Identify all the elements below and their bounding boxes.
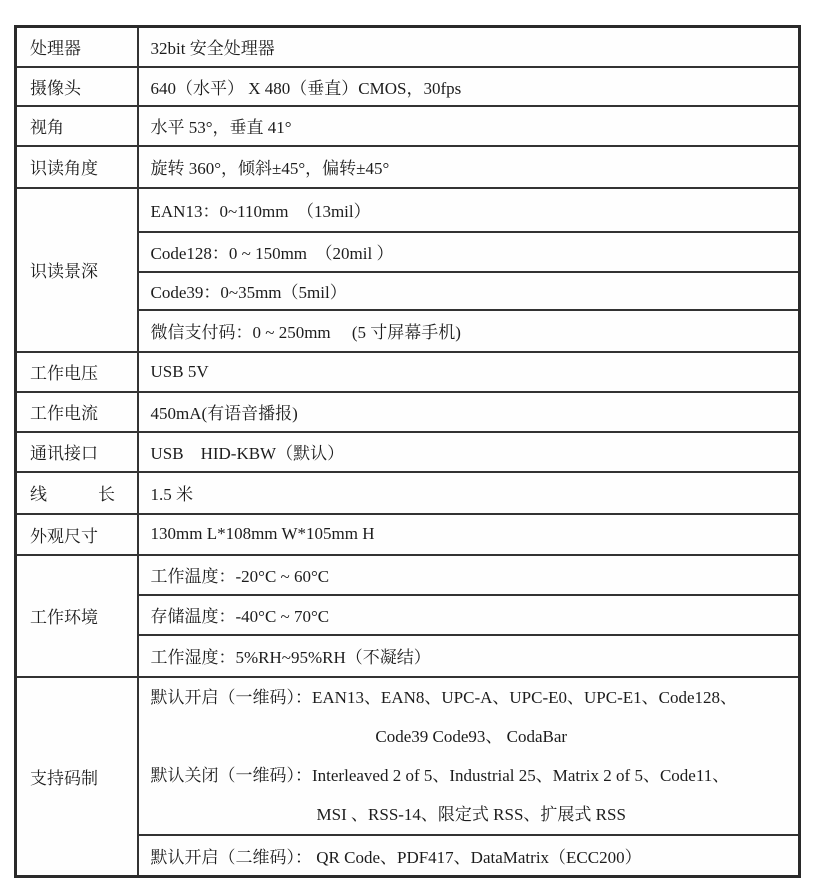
row-value: 水平 53°，垂直 41° <box>138 106 800 146</box>
row-label: 线 长 <box>16 472 138 514</box>
symbology-line: 默认开启（一维码）：EAN13、EAN8、UPC-A、UPC-E0、UPC-E1、Code128、 <box>150 687 737 707</box>
table-row-cable-length <box>16 472 800 514</box>
row-value: 微信支付码：0 ~ 250mm (5 寸屏幕手机) <box>138 310 800 352</box>
row-value: 存储温度：-40°C ~ 70°C <box>138 595 800 635</box>
row-label: 通讯接口 <box>16 432 138 472</box>
table-row-interface <box>16 432 800 472</box>
table-row-env-work-temp <box>16 555 800 595</box>
row-label: 处理器 <box>16 27 138 67</box>
table-row-view-angle <box>16 106 800 146</box>
row-value: 130mm L*108mm W*105mm H <box>138 514 800 555</box>
row-label: 识读角度 <box>16 146 138 188</box>
row-value: 默认开启（二维码）： QR Code、PDF417、DataMatrix（ECC200） <box>138 835 800 877</box>
row-label: 工作环境 <box>16 555 138 677</box>
row-label: 识读景深 <box>16 188 138 352</box>
row-value: 旋转 360°，倾斜±45°，偏转±45° <box>138 146 800 188</box>
row-value: 1.5 米 <box>138 472 800 514</box>
table-row-depth-ean13 <box>16 188 800 232</box>
row-label: 工作电压 <box>16 352 138 392</box>
table-row-dimensions <box>16 514 800 555</box>
row-value: 工作温度：-20°C ~ 60°C <box>138 555 800 595</box>
table-row-processor <box>16 27 800 67</box>
table-row-symbologies-1d <box>16 677 800 835</box>
row-label: 摄像头 <box>16 67 138 106</box>
row-label: 视角 <box>16 106 138 146</box>
table-row-current <box>16 392 800 432</box>
row-label: 工作电流 <box>16 392 138 432</box>
row-value: Code128：0 ~ 150mm （20mil ） <box>138 232 800 272</box>
symbology-line: 默认关闭（一维码）：Interleaved 2 of 5、Industrial 25、Matrix 2 of 5、Code11、 <box>150 765 730 785</box>
row-label: 外观尺寸 <box>16 514 138 555</box>
row-value: Code39：0~35mm（5mil） <box>138 272 800 310</box>
symbology-line: Code39 Code93、 CodaBar <box>375 726 568 746</box>
row-value: 640（水平） X 480（垂直）CMOS，30fps <box>138 67 800 106</box>
row-value: EAN13：0~110mm （13mil） <box>138 188 800 232</box>
row-value: 工作湿度：5%RH~95%RH（不凝结） <box>138 635 800 677</box>
row-value: USB 5V <box>138 352 800 392</box>
table-row-read-angle <box>16 146 800 188</box>
row-value: 450mA(有语音播报) <box>138 392 800 432</box>
spec-table <box>14 25 801 878</box>
row-value <box>138 677 800 835</box>
row-value: 32bit 安全处理器 <box>138 27 800 67</box>
row-value: USB HID-KBW（默认） <box>138 432 800 472</box>
table-row-camera <box>16 67 800 106</box>
row-label: 支持码制 <box>16 677 138 877</box>
symbology-line: MSI 、RSS-14、限定式 RSS、扩展式 RSS <box>316 804 626 824</box>
table-row-voltage <box>16 352 800 392</box>
